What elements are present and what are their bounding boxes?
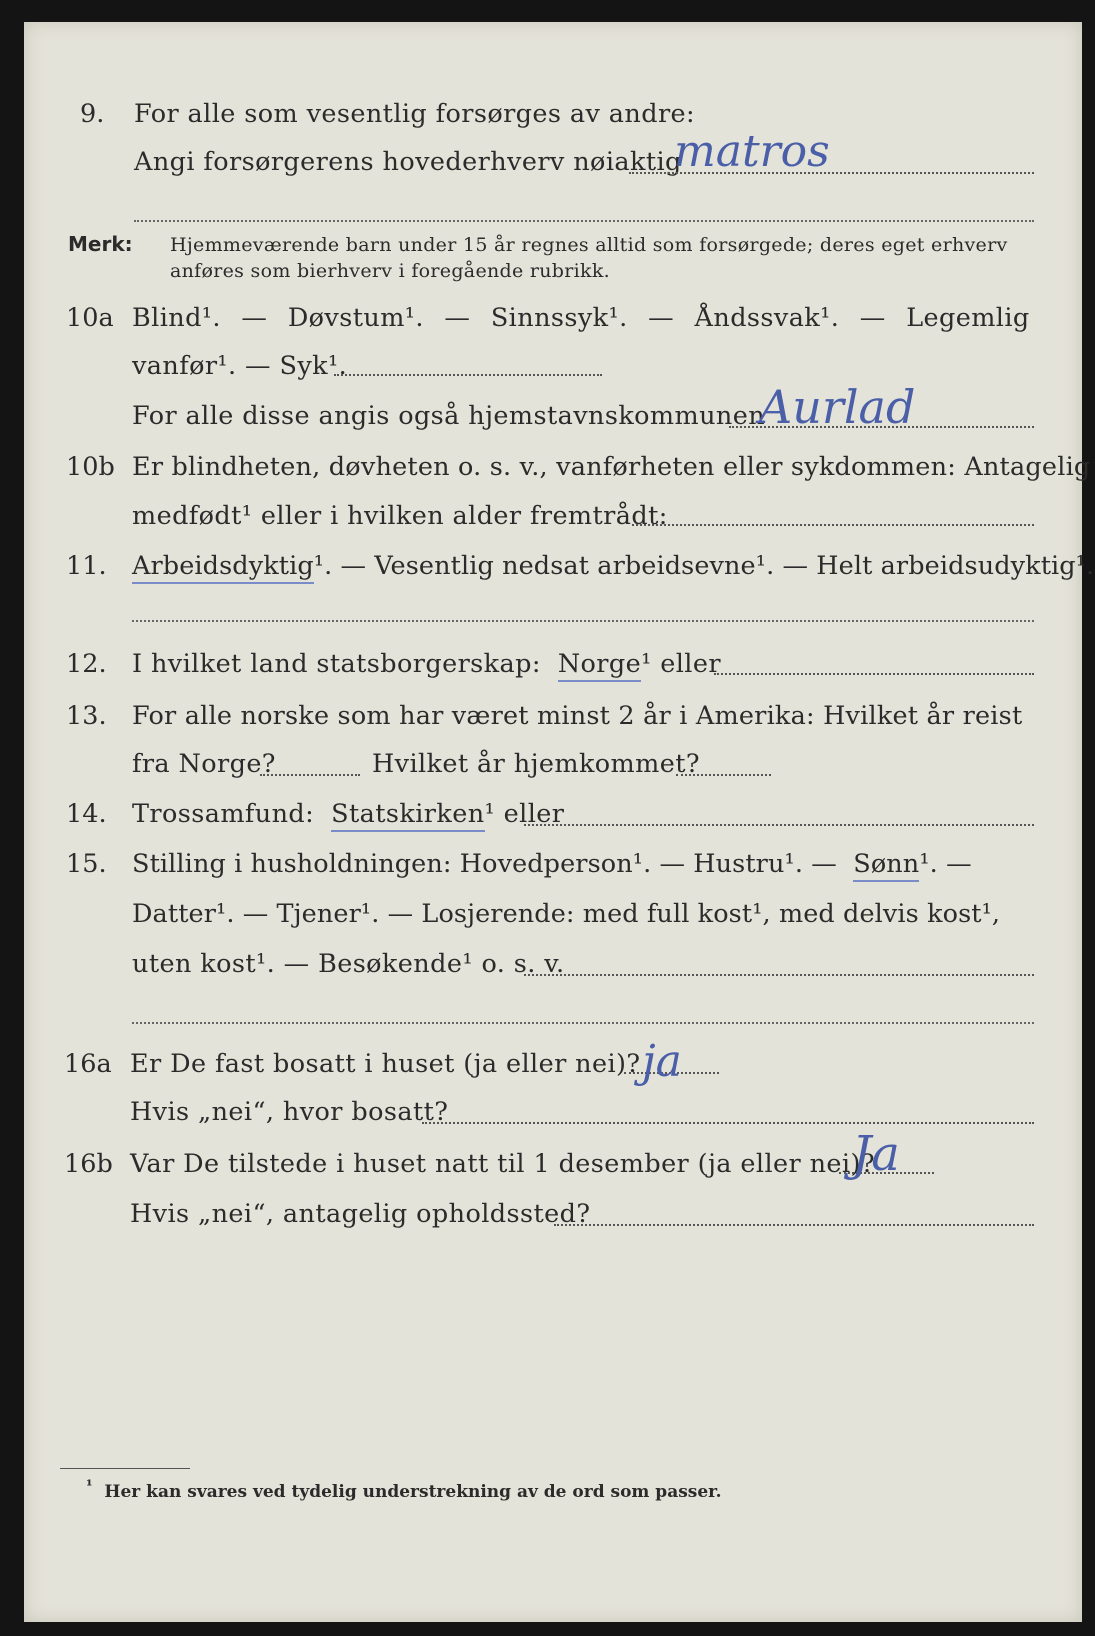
q12-line (132, 649, 721, 679)
q11-extra-line (132, 620, 1034, 622)
q12-number: 12. (66, 649, 107, 679)
q12-eller: ¹ eller (641, 649, 721, 679)
q12-question: I hvilket land statsborgerskap: (132, 649, 541, 679)
q16b-handwritten-answer: Ja (852, 1126, 900, 1182)
q13-line1: For alle norske som har været minst 2 år i Amerika: Hvilket år reist (132, 701, 1023, 731)
q10b-line1: Er blindheten, døvheten o. s. v., vanførheten eller sykdommen: Antagelig (132, 452, 1091, 482)
q16b-opholdssted-line (554, 1224, 1034, 1226)
merk-label: Merk: (68, 232, 133, 256)
merk-line1: Hjemmeværende barn under 15 år regnes alltid som forsørgede; deres eget erhverv (170, 234, 1008, 256)
q14-line (132, 799, 565, 829)
q14-question: Trossamfund: (132, 799, 315, 829)
q14-option-statskirken[interactable]: Statskirken (331, 799, 484, 832)
q10a-handwritten-answer: Aurlad (759, 380, 916, 434)
q10a-number: 10a (66, 303, 114, 333)
q14-eller: ¹ eller (484, 799, 565, 829)
q15-line2: Datter¹. — Tjener¹. — Losjerende: med full kost¹, med delvis kost¹, (132, 899, 1001, 929)
q9-handwritten-answer: matros (674, 126, 830, 177)
q15-line1 (132, 849, 972, 879)
q10a-line2: vanfør¹. — Syk¹. (132, 351, 348, 381)
q13-line2a: fra Norge? (132, 749, 276, 779)
q15-line3: uten kost¹. — Besøkende¹ o. s. v. (132, 949, 565, 979)
q16b-line2: Hvis „nei“, antagelig opholdssted? (130, 1199, 591, 1229)
q10a-line3: For alle disse angis også hjemstavnskommunen (132, 401, 766, 431)
footnote-text: Her kan svares ved tydelig understrekning av de ord som passer. (104, 1482, 722, 1502)
q10b-number: 10b (66, 452, 115, 482)
q13-number: 13. (66, 701, 107, 731)
q9-line1: For alle som vesentlig forsørges av andre: (134, 99, 696, 129)
q9-line2: Angi forsørgerens hovederhverv nøiaktig (134, 147, 682, 177)
q15-number: 15. (66, 849, 107, 879)
q15-extra-line (132, 1022, 1034, 1024)
q11-line (132, 551, 1095, 581)
q10b-line2: medfødt¹ eller i hvilken alder fremtrådt: (132, 501, 668, 531)
q11-option-arbeidsdyktig[interactable]: Arbeidsdyktig (132, 551, 314, 584)
q13-reist-line (260, 774, 360, 776)
q16b-line1: Var De tilstede i huset natt til 1 desember (ja eller nei)? (130, 1149, 875, 1179)
q15-option-sonn[interactable]: Sønn (853, 849, 919, 882)
q13-line2b: Hvilket år hjemkommet? (372, 749, 700, 779)
q16b-number: 16b (64, 1149, 113, 1179)
q16a-line2: Hvis „nei“, hvor bosatt? (130, 1097, 449, 1127)
q16a-handwritten-answer: ja (642, 1036, 682, 1087)
q10b-answer-line (632, 524, 1034, 526)
q15-answer-line (524, 974, 1034, 976)
footnote-mark: ¹ (86, 1476, 93, 1495)
q16a-number: 16a (64, 1049, 112, 1079)
q10a-syk-line (334, 374, 602, 376)
q15-line1-start: Stilling i husholdningen: Hovedperson¹. — Hustru¹. — (132, 849, 837, 879)
footnote (86, 1476, 722, 1502)
q16a-line1: Er De fast bosatt i huset (ja eller nei)? (130, 1049, 641, 1079)
footnote-separator (60, 1468, 190, 1469)
q9-number: 9. (80, 99, 105, 129)
q9-extra-line (134, 220, 1034, 222)
census-form-page (24, 22, 1095, 1622)
q15-line1-end: ¹. — (919, 849, 972, 879)
merk-line2: anføres som bierhverv i foregående rubrikk. (170, 260, 610, 282)
q14-answer-line (524, 824, 1034, 826)
q13-hjemkommet-line (676, 774, 771, 776)
q12-answer-line (714, 673, 1034, 675)
q11-number: 11. (66, 551, 107, 581)
q14-number: 14. (66, 799, 107, 829)
q16a-bosatt-line (422, 1122, 1034, 1124)
q12-option-norge[interactable]: Norge (558, 649, 641, 682)
q11-options-rest: ¹. — Vesentlig nedsat arbeidsevne¹. — Helt arbeidsudyktig¹. (313, 551, 1095, 581)
q10a-line1: Blind¹. — Døvstum¹. — Sinnssyk¹. — Åndssvak¹. — Legemlig (132, 303, 1030, 333)
